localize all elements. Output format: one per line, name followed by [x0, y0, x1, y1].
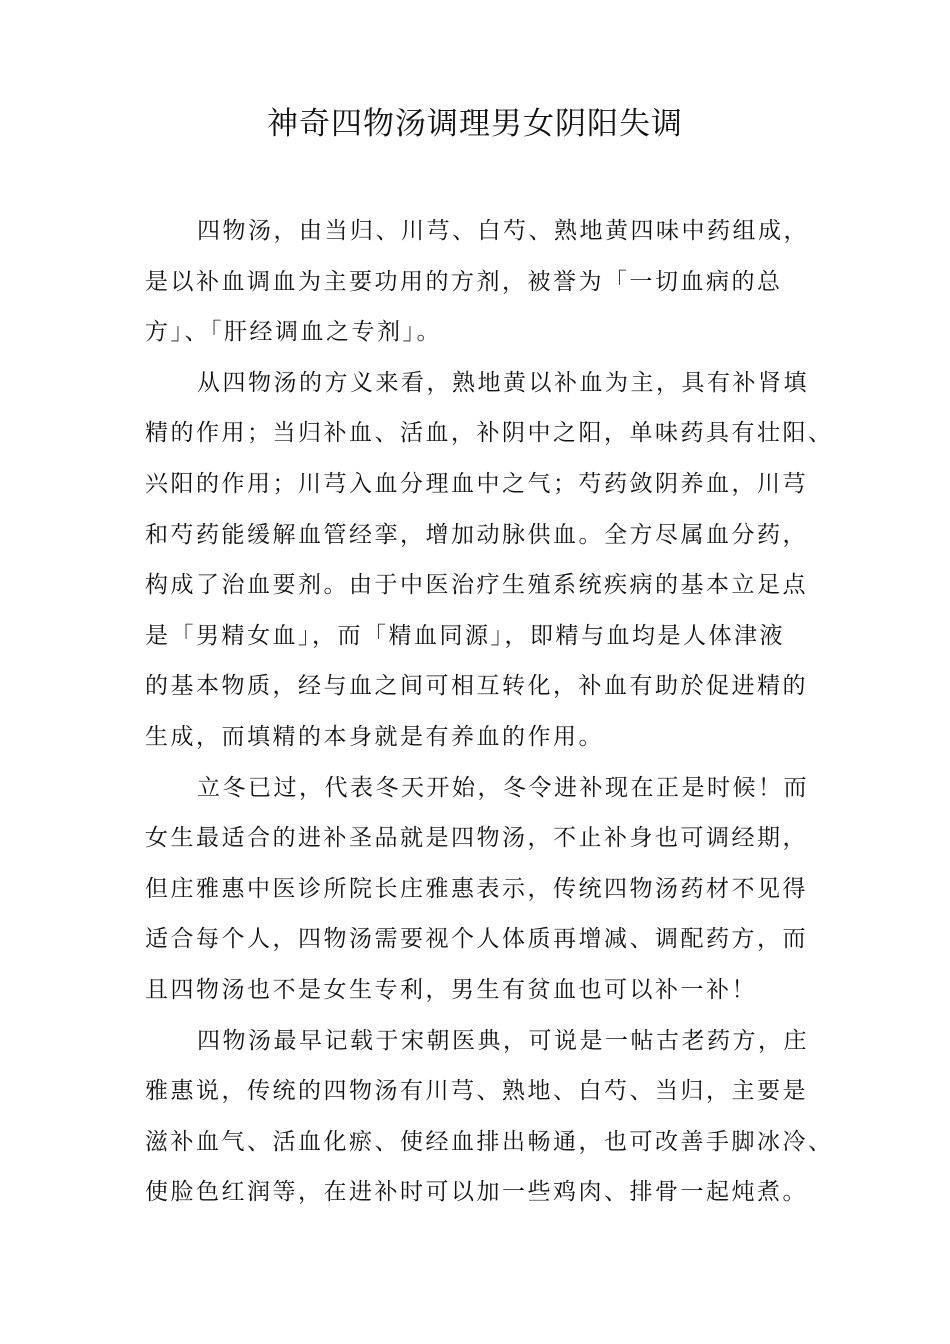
- text-line: 女生最适合的进补圣品就是四物汤，不止补身也可调经期，: [145, 825, 808, 852]
- text-line: 精的作用；当归补血、活血，补阴中之阳，单味药具有壮阳、: [145, 420, 834, 447]
- text-line: 兴阳的作用；川芎入血分理血中之气；芍药敛阴养血，川芎: [145, 470, 808, 497]
- text-line: 但庄雅惠中医诊所院长庄雅惠表示，传统四物汤药材不见得: [145, 875, 808, 902]
- text-line: 且四物汤也不是女生专利，男生有贫血也可以补一补！: [145, 976, 757, 1003]
- paragraph-3: [145, 763, 815, 1016]
- text-line: 适合每个人，四物汤需要视个人体质再增减、调配药方，而: [145, 926, 808, 953]
- paragraph-2: [145, 358, 834, 763]
- text-line: 是「男精女血」，而「精血同源」，即精与血均是人体津液: [145, 622, 785, 649]
- text-line: 构成了治血要剂。由于中医治疗生殖系统疾病的基本立足点: [145, 572, 808, 599]
- text-line: 四物汤最早记载于宋朝医典，可说是一帖古老药方，庄: [197, 1027, 809, 1054]
- text-line: 四物汤，由当归、川芎、白芍、熟地黄四味中药组成，: [197, 218, 809, 244]
- text-line: 雅惠说，传统的四物汤有川芎、熟地、白芍、当归，主要是: [145, 1078, 808, 1105]
- text-line: 和芍药能缓解血管经挛，增加动脉供血。全方尽属血分药，: [145, 521, 808, 548]
- document-title: 神奇四物汤调理男女阴阳失调: [267, 106, 683, 142]
- text-line: 的基本物质，经与血之间可相互转化，补血有助於促进精的: [145, 673, 808, 700]
- text-line: 立冬已过，代表冬天开始，冬令进补现在正是时候！而: [197, 774, 809, 801]
- text-line: 从四物汤的方义来看，熟地黄以补血为主，具有补肾填: [197, 369, 809, 396]
- text-line: 方」、「肝经调血之专剂」。: [145, 319, 442, 346]
- text-line: 生成，而填精的本身就是有养血的作用。: [145, 723, 604, 750]
- document-body: [145, 206, 834, 1218]
- text-line: 使脸色红润等，在进补时可以加一些鸡肉、排骨一起炖煮。: [145, 1179, 808, 1206]
- text-line: 是以补血调血为主要功用的方剂，被誉为「一切血病的总: [145, 268, 783, 295]
- paragraph-1: [145, 206, 815, 358]
- text-line: 滋补血气、活血化瘀、使经血排出畅通，也可改善手脚冰冷、: [145, 1128, 834, 1155]
- paragraph-4: [145, 1016, 834, 1218]
